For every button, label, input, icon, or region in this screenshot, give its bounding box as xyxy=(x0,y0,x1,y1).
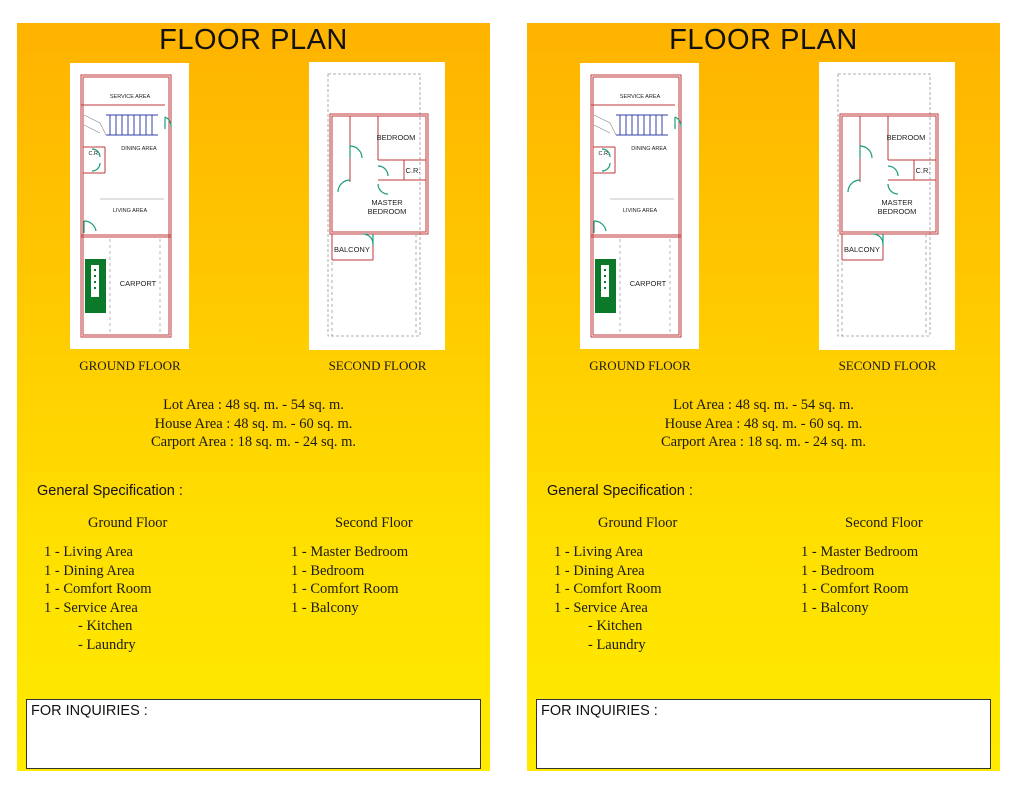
lot-area: Lot Area : 48 sq. m. - 54 sq. m. xyxy=(673,397,854,413)
room-label-bedroom: BEDROOM xyxy=(886,133,926,142)
room-label-dining: DINING AREA xyxy=(631,146,667,152)
house-area: House Area : 48 sq. m. - 60 sq. m. xyxy=(154,415,353,432)
second-floor-plan xyxy=(819,62,955,350)
flyer-right xyxy=(527,23,1000,771)
ground-floor-plan xyxy=(580,63,699,349)
list-subitem: - Kitchen xyxy=(78,618,133,635)
ground-floor-caption: GROUND FLOOR xyxy=(79,358,181,373)
list-item: 1 - Comfort Room xyxy=(44,581,152,598)
ground-floor-plan xyxy=(70,63,189,349)
ground-floor-caption: GROUND FLOOR xyxy=(589,358,691,373)
ground-floor-heading: Ground Floor xyxy=(88,515,168,531)
carport-area: Carport Area : 18 sq. m. - 24 sq. m. xyxy=(151,434,356,450)
inquiry-box xyxy=(536,699,991,769)
list-item: 1 - Comfort Room xyxy=(291,581,399,598)
spec-title: General Specification : xyxy=(37,483,183,499)
second-floor-caption: SECOND FLOOR xyxy=(328,358,427,373)
list-item: 1 - Living Area xyxy=(554,544,643,560)
room-label-master-2: BEDROOM xyxy=(367,207,407,216)
area-summary xyxy=(527,396,1000,452)
second-floor-list xyxy=(291,543,408,617)
list-item: 1 - Comfort Room xyxy=(801,581,909,598)
ground-floor-list xyxy=(44,543,152,655)
room-label-cr: C.R. xyxy=(598,151,610,157)
list-subitem: - Laundry xyxy=(588,636,646,653)
lot-area: Lot Area : 48 sq. m. - 54 sq. m. xyxy=(163,397,344,413)
room-label-cr: C.R. xyxy=(88,151,100,157)
page-title: FLOOR PLAN xyxy=(669,24,858,56)
room-label-master: MASTER xyxy=(881,198,913,207)
area-summary xyxy=(17,396,490,452)
room-label-master: MASTER xyxy=(371,198,403,207)
room-label-carport: CARPORT xyxy=(629,279,667,288)
house-area: House Area : 48 sq. m. - 60 sq. m. xyxy=(664,415,863,432)
room-label-service: SERVICE AREA xyxy=(109,94,151,100)
second-floor-heading: Second Floor xyxy=(845,515,923,531)
list-item: 1 - Comfort Room xyxy=(554,581,662,598)
list-item: 1 - Balcony xyxy=(801,599,869,616)
list-item: 1 - Service Area xyxy=(554,599,648,616)
list-item: 1 - Living Area xyxy=(44,544,133,560)
room-label-service: SERVICE AREA xyxy=(619,94,661,100)
ground-floor-list xyxy=(554,543,662,655)
inquiry-label: FOR INQUIRIES : xyxy=(541,703,658,719)
ground-floor-heading: Ground Floor xyxy=(598,515,678,531)
list-item: 1 - Dining Area xyxy=(44,562,135,579)
room-label-bedroom: BEDROOM xyxy=(376,133,416,142)
room-label-balcony: BALCONY xyxy=(844,245,880,254)
room-label-cr: C.R. xyxy=(405,166,421,175)
list-subitem: - Kitchen xyxy=(588,618,643,635)
second-floor-caption: SECOND FLOOR xyxy=(838,358,937,373)
flyer-left xyxy=(17,23,490,771)
spec-title: General Specification : xyxy=(547,483,693,499)
room-label-balcony: BALCONY xyxy=(334,245,370,254)
list-subitem: - Laundry xyxy=(78,636,136,653)
carport-area: Carport Area : 18 sq. m. - 24 sq. m. xyxy=(661,434,866,450)
room-label-master-2: BEDROOM xyxy=(877,207,917,216)
inquiry-label: FOR INQUIRIES : xyxy=(31,703,148,719)
list-item: 1 - Bedroom xyxy=(291,562,365,579)
second-floor-list xyxy=(801,543,918,617)
page-title: FLOOR PLAN xyxy=(159,24,348,56)
room-label-cr: C.R. xyxy=(915,166,931,175)
room-label-dining: DINING AREA xyxy=(121,146,157,152)
room-label-carport: CARPORT xyxy=(119,279,157,288)
inquiry-box xyxy=(26,699,481,769)
list-item: 1 - Master Bedroom xyxy=(291,544,409,560)
second-floor-heading: Second Floor xyxy=(335,515,413,531)
list-item: 1 - Service Area xyxy=(44,599,138,616)
second-floor-plan xyxy=(309,62,445,350)
list-item: 1 - Dining Area xyxy=(554,562,645,579)
list-item: 1 - Bedroom xyxy=(801,562,875,579)
list-item: 1 - Master Bedroom xyxy=(801,544,919,560)
room-label-living: LIVING AREA xyxy=(112,208,148,214)
room-label-living: LIVING AREA xyxy=(622,208,658,214)
list-item: 1 - Balcony xyxy=(291,599,359,616)
